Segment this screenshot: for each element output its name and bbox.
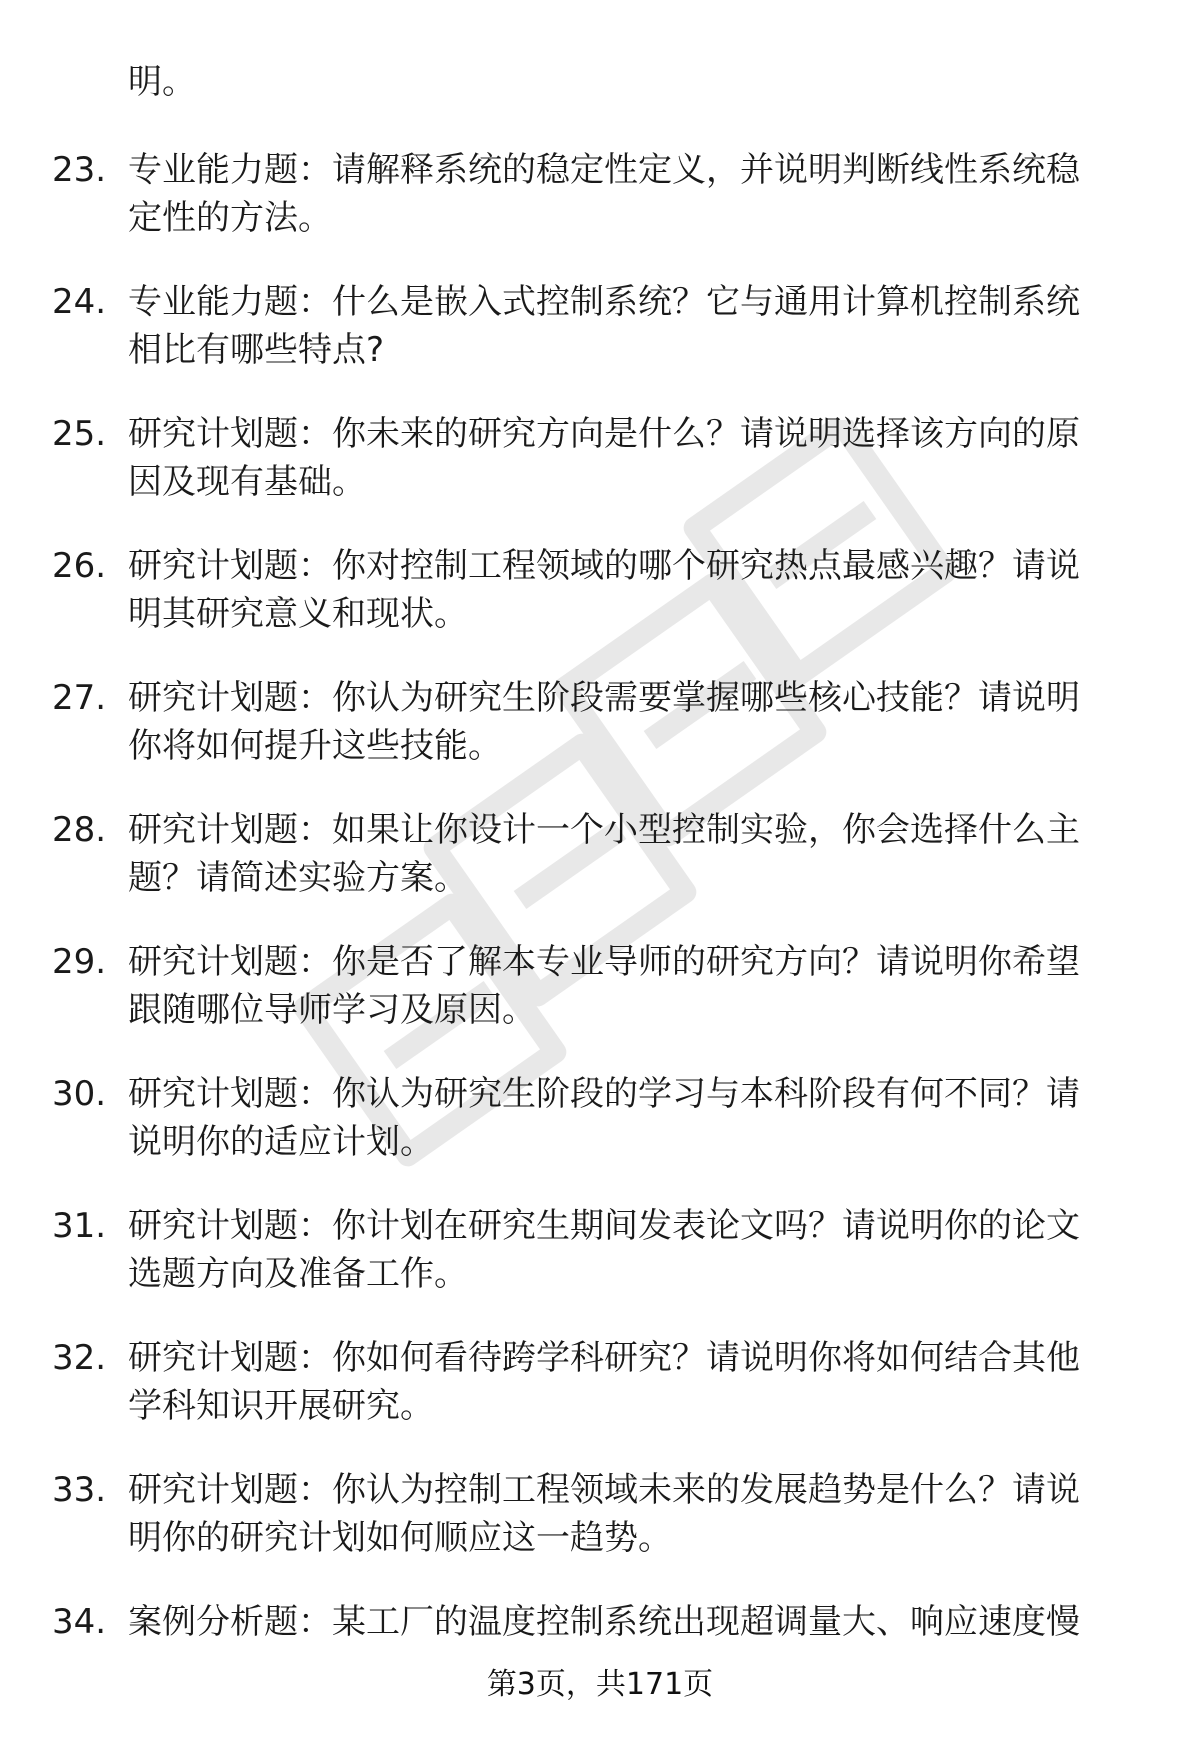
item-number: 26.: [52, 546, 107, 586]
item-number: 28.: [52, 810, 107, 850]
list-item: [0, 938, 1200, 1070]
item-text: 案例分析题：某工厂的温度控制系统出现超调量大、响应速度慢: [128, 1602, 1080, 1642]
item-number: 24.: [52, 282, 107, 322]
item-number: 30.: [52, 1074, 107, 1114]
item-number: 25.: [52, 414, 107, 454]
item-text: 研究计划题：你未来的研究方向是什么？请说明选择该方向的原 因及现有基础。: [128, 414, 1080, 502]
item-text: 研究计划题：如果让你设计一个小型控制实验，你会选择什么主 题？请简述实验方案。: [128, 810, 1080, 898]
item-number: 34.: [52, 1602, 107, 1642]
item-text: 研究计划题：你认为研究生阶段需要掌握哪些核心技能？请说明 你将如何提升这些技能。: [128, 678, 1080, 766]
item-text: 研究计划题：你如何看待跨学科研究？请说明你将如何结合其他 学科知识开展研究。: [128, 1338, 1080, 1426]
item-number: 27.: [52, 678, 107, 718]
question-list: [0, 146, 1200, 1730]
item-text: 专业能力题：什么是嵌入式控制系统？它与通用计算机控制系统 相比有哪些特点?: [128, 282, 1080, 370]
item-text: 研究计划题：你认为研究生阶段的学习与本科阶段有何不同？请 说明你的适应计划。: [128, 1074, 1080, 1162]
item-text: 研究计划题：你计划在研究生期间发表论文吗？请说明你的论文 选题方向及准备工作。: [128, 1206, 1080, 1294]
list-item: [0, 1334, 1200, 1466]
item-text: 研究计划题：你是否了解本专业导师的研究方向？请说明你希望 跟随哪位导师学习及原因。: [128, 942, 1080, 1030]
item-number: 31.: [52, 1206, 107, 1246]
list-item: [0, 542, 1200, 674]
list-item: [0, 146, 1200, 278]
list-item: [0, 1466, 1200, 1598]
item-number: 23.: [52, 150, 107, 190]
list-item: [0, 1598, 1200, 1730]
page-footer: 第3页，共171页: [486, 1667, 714, 1702]
list-item: [0, 674, 1200, 806]
list-item: [0, 1202, 1200, 1334]
list-item: [0, 806, 1200, 938]
item-number: 29.: [52, 942, 107, 982]
list-item: [0, 410, 1200, 542]
item-text: 研究计划题：你对控制工程领域的哪个研究热点最感兴趣？请说 明其研究意义和现状。: [128, 546, 1080, 634]
list-item: [0, 1070, 1200, 1202]
item-number: 32.: [52, 1338, 107, 1378]
item-number: 33.: [52, 1470, 107, 1510]
item-text: 专业能力题：请解释系统的稳定性定义，并说明判断线性系统稳 定性的方法。: [128, 150, 1080, 238]
list-item: [0, 278, 1200, 410]
item-text: 研究计划题：你认为控制工程领域未来的发展趋势是什么？请说 明你的研究计划如何顺应这一趋势。: [128, 1470, 1080, 1558]
continuation-text: 明。: [128, 62, 196, 102]
